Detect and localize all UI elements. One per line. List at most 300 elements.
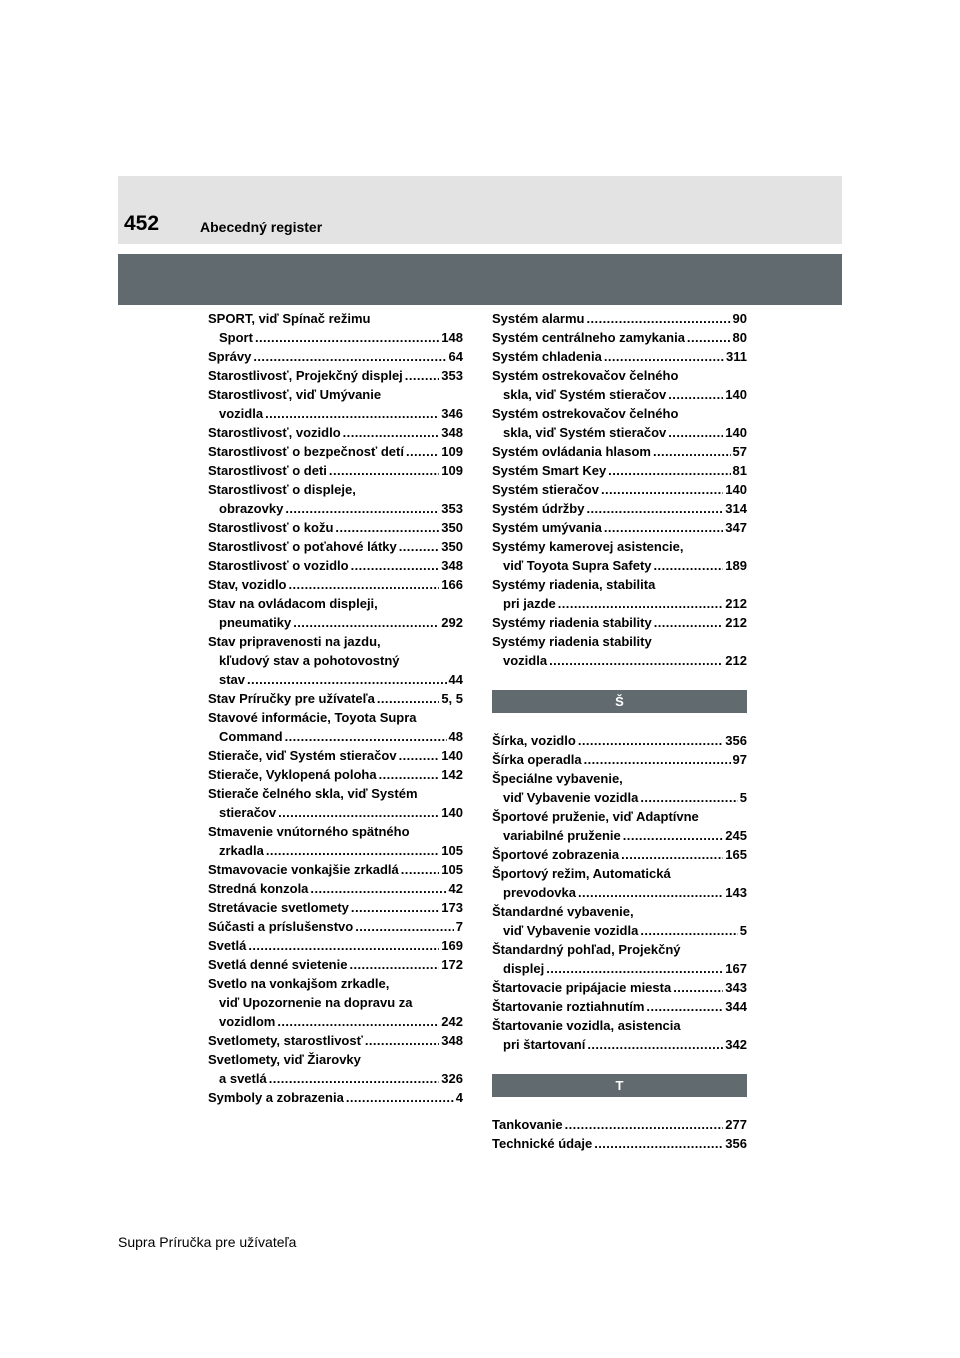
index-entry-term: obrazovky bbox=[219, 501, 284, 516]
index-entry-term: pneumatiky bbox=[219, 615, 292, 630]
page-reference: 105 bbox=[441, 843, 463, 858]
index-entry-text: Svetlomety, viď Žiarovky bbox=[208, 1052, 361, 1067]
dot-leader bbox=[687, 328, 731, 347]
index-entry-term: displej bbox=[503, 961, 545, 976]
dot-leader bbox=[546, 959, 723, 978]
index-entry bbox=[492, 537, 747, 575]
index-entry-leader-line bbox=[208, 461, 463, 480]
index-entry-leader-line bbox=[492, 480, 747, 499]
page-reference: 169 bbox=[441, 938, 463, 953]
dot-leader bbox=[377, 689, 439, 708]
page-reference: 212 bbox=[725, 653, 747, 668]
page-reference: 346 bbox=[441, 406, 463, 421]
index-entry-term: Stredná konzola bbox=[208, 881, 309, 896]
index-entry-term: Starostlivosť, Projekčný displej bbox=[208, 368, 403, 383]
index-entry bbox=[208, 689, 463, 708]
index-entry-leader-line bbox=[492, 1115, 747, 1134]
index-entry-term: vozidla bbox=[503, 653, 548, 668]
index-entry-leader-line bbox=[208, 1012, 463, 1031]
page-reference: 80 bbox=[732, 330, 747, 345]
index-entry-text: Systém ostrekovačov čelného bbox=[492, 406, 679, 421]
page-reference: 314 bbox=[725, 501, 747, 516]
page-reference: 140 bbox=[441, 748, 463, 763]
dot-leader bbox=[405, 366, 440, 385]
index-entry-term: Štartovanie roztiahnutím bbox=[492, 999, 645, 1014]
dot-leader bbox=[565, 1115, 724, 1134]
index-entry-leader-line bbox=[208, 575, 463, 594]
index-entry-leader-line bbox=[208, 518, 463, 537]
dot-leader bbox=[668, 385, 723, 404]
page-reference: 348 bbox=[441, 558, 463, 573]
index-entry-term: Systém Smart Key bbox=[492, 463, 607, 478]
dot-leader bbox=[329, 461, 439, 480]
index-entry-leader-line bbox=[492, 959, 747, 978]
dot-leader bbox=[265, 404, 439, 423]
dot-leader bbox=[623, 826, 724, 845]
index-entry-leader-line bbox=[492, 750, 747, 769]
index-entry-term: Svetlomety, starostlivosť bbox=[208, 1033, 363, 1048]
index-entry-term: Tankovanie bbox=[492, 1117, 563, 1132]
index-entry-text: Športové pruženie, viď Adaptívne bbox=[492, 809, 699, 824]
dot-leader bbox=[285, 727, 447, 746]
index-entry-leader-line bbox=[492, 731, 747, 750]
index-entry bbox=[208, 955, 463, 974]
page-reference: 189 bbox=[725, 558, 747, 573]
page-reference: 172 bbox=[441, 957, 463, 972]
page-reference: 142 bbox=[441, 767, 463, 782]
page-reference: 343 bbox=[725, 980, 747, 995]
page-reference: 242 bbox=[441, 1014, 463, 1029]
dot-leader bbox=[558, 594, 724, 613]
index-entry-leader-line bbox=[208, 613, 463, 632]
index-entry-leader-line bbox=[208, 955, 463, 974]
index-entry-leader-line bbox=[208, 746, 463, 765]
index-entry-term: Stretávacie svetlomety bbox=[208, 900, 349, 915]
index-entry-text: SPORT, viď Spínač režimu bbox=[208, 311, 371, 326]
index-entry bbox=[492, 731, 747, 750]
page-reference: 5 bbox=[739, 790, 747, 805]
index-entry bbox=[492, 366, 747, 404]
index-entry bbox=[208, 1088, 463, 1107]
dot-leader bbox=[266, 841, 439, 860]
dot-leader bbox=[277, 1012, 439, 1031]
page-number: 452 bbox=[124, 212, 160, 235]
index-entry-leader-line bbox=[492, 978, 747, 997]
index-entry-text: Svetlo na vonkajšom zrkadle, bbox=[208, 976, 390, 991]
dot-leader bbox=[640, 788, 737, 807]
page-reference: 165 bbox=[725, 847, 747, 862]
dot-leader bbox=[578, 731, 723, 750]
page-reference: 173 bbox=[441, 900, 463, 915]
dot-leader bbox=[399, 537, 440, 556]
index-entry-term: viď Vybavenie vozidla bbox=[503, 923, 639, 938]
index-entry-leader-line bbox=[208, 556, 463, 575]
index-entry bbox=[492, 864, 747, 902]
index-entry-term: Sport bbox=[219, 330, 253, 345]
index-entry-term: Šírka, vozidlo bbox=[492, 733, 576, 748]
dot-leader bbox=[269, 1069, 440, 1088]
dot-leader bbox=[608, 461, 730, 480]
dot-leader bbox=[578, 883, 723, 902]
index-entry-leader-line bbox=[492, 423, 747, 442]
index-entry-leader-line bbox=[208, 537, 463, 556]
index-entry-text: Stierače čelného skla, viď Systém bbox=[208, 786, 418, 801]
index-entry-text: Starostlivosť, viď Umývanie bbox=[208, 387, 382, 402]
index-entry-leader-line bbox=[208, 936, 463, 955]
index-entry-term: Štartovacie pripájacie miesta bbox=[492, 980, 672, 995]
index-entry-term: Command bbox=[219, 729, 283, 744]
index-entry-text: Štartovanie vozidla, asistencia bbox=[492, 1018, 681, 1033]
index-entry-leader-line bbox=[492, 651, 747, 670]
index-entry bbox=[492, 518, 747, 537]
index-entry-term: Starostlivosť o deti bbox=[208, 463, 327, 478]
index-entry-term: Stav Príručky pre užívateľa bbox=[208, 691, 375, 706]
dot-leader bbox=[351, 898, 439, 917]
index-entry-leader-line bbox=[208, 1069, 463, 1088]
index-entry bbox=[492, 613, 747, 632]
dot-leader bbox=[654, 613, 724, 632]
section-title: Abecedný register bbox=[200, 219, 323, 235]
index-entry-text: Systémy riadenia stability bbox=[492, 634, 652, 649]
index-entry-term: pri jazde bbox=[503, 596, 556, 611]
index-entry bbox=[208, 347, 463, 366]
index-group-t bbox=[492, 1115, 747, 1153]
index-entry-text: Štandardné vybavenie, bbox=[492, 904, 634, 919]
page-reference: 97 bbox=[732, 752, 747, 767]
page-reference: 4 bbox=[455, 1090, 463, 1105]
index-entry bbox=[208, 860, 463, 879]
index-entry-leader-line bbox=[492, 385, 747, 404]
dot-leader bbox=[586, 499, 723, 518]
page-reference: 140 bbox=[725, 387, 747, 402]
index-entry-leader-line bbox=[208, 917, 463, 936]
index-entry-term: Stmavovacie vonkajšie zrkadlá bbox=[208, 862, 399, 877]
index-entry-leader-line bbox=[492, 556, 747, 575]
index-entry-term: Systém umývania bbox=[492, 520, 602, 535]
index-entry bbox=[492, 1134, 747, 1153]
dot-leader bbox=[285, 499, 439, 518]
index-entry-leader-line bbox=[492, 347, 747, 366]
index-entry-leader-line bbox=[492, 1134, 747, 1153]
index-entry bbox=[492, 978, 747, 997]
index-entry bbox=[492, 347, 747, 366]
page-reference: 344 bbox=[725, 999, 747, 1014]
index-entry-text: Stav na ovládacom displeji, bbox=[208, 596, 378, 611]
index-entry-term: pri štartovaní bbox=[503, 1037, 586, 1052]
index-entry bbox=[492, 404, 747, 442]
page-reference: 57 bbox=[732, 444, 747, 459]
index-entry bbox=[492, 940, 747, 978]
page-reference: 277 bbox=[725, 1117, 747, 1132]
index-entry bbox=[492, 997, 747, 1016]
page-reference: 44 bbox=[448, 672, 463, 687]
index-entry-leader-line bbox=[492, 845, 747, 864]
index-entry-term: prevodovka bbox=[503, 885, 576, 900]
index-entry-text: Špeciálne vybavenie, bbox=[492, 771, 623, 786]
index-entry bbox=[492, 480, 747, 499]
index-entry bbox=[208, 442, 463, 461]
page-reference: 356 bbox=[725, 733, 747, 748]
dot-leader bbox=[255, 328, 439, 347]
index-entry-term: viď Toyota Supra Safety bbox=[503, 558, 652, 573]
dot-leader bbox=[646, 997, 723, 1016]
page-reference: 5 bbox=[739, 923, 747, 938]
index-entry-term: Systém centrálneho zamykania bbox=[492, 330, 685, 345]
index-entry-leader-line bbox=[492, 1035, 747, 1054]
index-group-s-continued bbox=[492, 309, 747, 670]
dot-leader bbox=[587, 309, 731, 328]
index-entry-term: vozidla bbox=[219, 406, 264, 421]
index-entry-leader-line bbox=[208, 499, 463, 518]
index-entry bbox=[492, 442, 747, 461]
dot-leader bbox=[654, 556, 724, 575]
index-entry-term: Technické údaje bbox=[492, 1136, 593, 1151]
index-entry bbox=[208, 1031, 463, 1050]
index-entry-text: Štandardný pohľad, Projekčný bbox=[492, 942, 681, 957]
dot-leader bbox=[247, 670, 447, 689]
dot-leader bbox=[401, 860, 440, 879]
index-entry-leader-line bbox=[492, 442, 747, 461]
index-entry-term: Starostlivosť o poťahové látky bbox=[208, 539, 397, 554]
index-entry bbox=[492, 461, 747, 480]
index-entry bbox=[492, 499, 747, 518]
dot-leader bbox=[604, 518, 723, 537]
index-entry-leader-line bbox=[492, 997, 747, 1016]
page-reference: 166 bbox=[441, 577, 463, 592]
index-entry-leader-line bbox=[492, 461, 747, 480]
dot-leader bbox=[653, 442, 731, 461]
index-entry-term: Súčasti a príslušenstvo bbox=[208, 919, 354, 934]
index-entry-term: Starostlivosť o kožu bbox=[208, 520, 334, 535]
index-entry-term: skla, viď Systém stieračov bbox=[503, 425, 667, 440]
index-entry-text: Stav pripravenosti na jazdu, bbox=[208, 634, 381, 649]
index-entry bbox=[492, 902, 747, 940]
dot-leader bbox=[640, 921, 737, 940]
page-reference: 140 bbox=[725, 425, 747, 440]
index-entry-leader-line bbox=[208, 366, 463, 385]
page-reference: 167 bbox=[725, 961, 747, 976]
index-entry-text: Stavové informácie, Toyota Supra bbox=[208, 710, 417, 725]
index-entry bbox=[208, 309, 463, 347]
page-reference: 356 bbox=[725, 1136, 747, 1151]
index-entry bbox=[208, 461, 463, 480]
index-entry bbox=[492, 769, 747, 807]
page-reference: 90 bbox=[732, 311, 747, 326]
dot-leader bbox=[349, 955, 439, 974]
index-entry bbox=[208, 974, 463, 1031]
index-entry bbox=[492, 807, 747, 845]
index-entry bbox=[208, 898, 463, 917]
index-entry-leader-line bbox=[208, 670, 463, 689]
index-entry-leader-line bbox=[492, 518, 747, 537]
index-entry-text: Systémy kamerovej asistencie, bbox=[492, 539, 684, 554]
index-entry-term: Systémy riadenia stability bbox=[492, 615, 652, 630]
index-entry bbox=[492, 632, 747, 670]
index-entry-leader-line bbox=[208, 841, 463, 860]
page-reference: 326 bbox=[441, 1071, 463, 1086]
index-entry bbox=[208, 1050, 463, 1088]
page-reference: 140 bbox=[441, 805, 463, 820]
index-entry bbox=[208, 366, 463, 385]
index-entry-leader-line bbox=[208, 1088, 463, 1107]
index-entry-term: Správy bbox=[208, 349, 252, 364]
index-entry-term: zrkadla bbox=[219, 843, 264, 858]
index-entry-text: kľudový stav a pohotovostný bbox=[219, 653, 400, 668]
dot-leader bbox=[668, 423, 723, 442]
index-entry-leader-line bbox=[492, 499, 747, 518]
index-entry bbox=[208, 784, 463, 822]
index-entry-leader-line bbox=[208, 689, 463, 708]
index-entry-leader-line bbox=[492, 921, 747, 940]
page-reference: 140 bbox=[725, 482, 747, 497]
index-entry-leader-line bbox=[208, 803, 463, 822]
index-entry bbox=[208, 575, 463, 594]
index-entry-leader-line bbox=[208, 347, 463, 366]
index-entry-term: Športové zobrazenia bbox=[492, 847, 620, 862]
index-entry-term: Systém stieračov bbox=[492, 482, 599, 497]
page-reference: 348 bbox=[441, 425, 463, 440]
index-group-s-caron bbox=[492, 731, 747, 1054]
page-reference: 48 bbox=[448, 729, 463, 744]
dot-leader bbox=[594, 1134, 723, 1153]
index-entry-term: a svetlá bbox=[219, 1071, 267, 1086]
page-reference: 292 bbox=[441, 615, 463, 630]
dot-leader bbox=[399, 746, 440, 765]
page-reference: 7 bbox=[455, 919, 463, 934]
index-entry-term: variabilné pruženie bbox=[503, 828, 621, 843]
index-entry-text: Stmavenie vnútorného spätného bbox=[208, 824, 410, 839]
dot-leader bbox=[365, 1031, 439, 1050]
dot-leader bbox=[584, 750, 731, 769]
index-entry-term: vozidlom bbox=[219, 1014, 276, 1029]
index-entry-text: Systémy riadenia, stabilita bbox=[492, 577, 656, 592]
dot-leader bbox=[278, 803, 439, 822]
page-reference: 350 bbox=[441, 520, 463, 535]
letter-heading-s-caron: Š bbox=[492, 690, 747, 713]
index-entry-leader-line bbox=[492, 594, 747, 613]
index-entry-text: viď Upozornenie na dopravu za bbox=[219, 995, 413, 1010]
page-reference: 42 bbox=[448, 881, 463, 896]
index-entry bbox=[208, 936, 463, 955]
page-reference: 109 bbox=[441, 444, 463, 459]
index-entry-leader-line bbox=[208, 860, 463, 879]
dot-leader bbox=[621, 845, 723, 864]
dot-leader bbox=[673, 978, 723, 997]
index-entry-text: Systém ostrekovačov čelného bbox=[492, 368, 679, 383]
index-entry-term: Systém ovládania hlasom bbox=[492, 444, 651, 459]
footer-manual-title: Supra Príručka pre užívateľa bbox=[118, 1234, 297, 1250]
index-entry-term: skla, viď Systém stieračov bbox=[503, 387, 667, 402]
index-entry bbox=[492, 1115, 747, 1134]
index-entry-leader-line bbox=[208, 404, 463, 423]
index-entry-leader-line bbox=[492, 309, 747, 328]
index-entry-term: Svetlá bbox=[208, 938, 247, 953]
index-entry-leader-line bbox=[492, 328, 747, 347]
index-entry-leader-line bbox=[208, 1031, 463, 1050]
index-entry bbox=[492, 845, 747, 864]
page-reference: 350 bbox=[441, 539, 463, 554]
dot-leader bbox=[253, 347, 446, 366]
index-entry-term: viď Vybavenie vozidla bbox=[503, 790, 639, 805]
index-entry-text: Starostlivosť o displeje, bbox=[208, 482, 356, 497]
dot-leader bbox=[601, 480, 723, 499]
page-reference: 353 bbox=[441, 368, 463, 383]
page-reference: 311 bbox=[726, 349, 747, 364]
index-entry bbox=[492, 309, 747, 328]
index-entry bbox=[208, 746, 463, 765]
dot-leader bbox=[289, 575, 440, 594]
index-entry-term: stieračov bbox=[219, 805, 277, 820]
page-reference: 347 bbox=[725, 520, 747, 535]
page-reference: 212 bbox=[725, 596, 747, 611]
index-entry bbox=[208, 708, 463, 746]
index-entry-leader-line bbox=[208, 765, 463, 784]
index-entry-leader-line bbox=[492, 826, 747, 845]
page-reference: 342 bbox=[725, 1037, 747, 1052]
page-reference: 105 bbox=[441, 862, 463, 877]
dot-leader bbox=[343, 423, 440, 442]
page-reference: 212 bbox=[725, 615, 747, 630]
dot-leader bbox=[293, 613, 439, 632]
index-entry-term: Systém alarmu bbox=[492, 311, 585, 326]
index-entry bbox=[208, 537, 463, 556]
header-dark-band bbox=[118, 254, 842, 305]
index-entry-term: Starostlivosť, vozidlo bbox=[208, 425, 341, 440]
index-entry bbox=[208, 879, 463, 898]
index-entry bbox=[492, 575, 747, 613]
dot-leader bbox=[406, 442, 439, 461]
index-entry-term: Stierače, Vyklopená poloha bbox=[208, 767, 377, 782]
page-reference: 148 bbox=[441, 330, 463, 345]
index-entry-leader-line bbox=[208, 898, 463, 917]
index-entry bbox=[208, 632, 463, 689]
dot-leader bbox=[310, 879, 446, 898]
index-entry-term: Starostlivosť o bezpečnosť detí bbox=[208, 444, 404, 459]
index-entry-leader-line bbox=[208, 423, 463, 442]
index-entry-leader-line bbox=[492, 788, 747, 807]
index-entry-term: Šírka operadla bbox=[492, 752, 582, 767]
page-reference: 353 bbox=[441, 501, 463, 516]
dot-leader bbox=[587, 1035, 723, 1054]
index-entry-term: Systém údržby bbox=[492, 501, 585, 516]
index-entry bbox=[492, 328, 747, 347]
page-reference: 5, 5 bbox=[441, 691, 463, 706]
index-entry bbox=[208, 556, 463, 575]
index-entry-text: Športový režim, Automatická bbox=[492, 866, 671, 881]
index-entry-term: Stav, vozidlo bbox=[208, 577, 287, 592]
page-reference: 109 bbox=[441, 463, 463, 478]
index-entry bbox=[208, 917, 463, 936]
index-entry bbox=[208, 385, 463, 423]
index-entry-leader-line bbox=[208, 727, 463, 746]
dot-leader bbox=[335, 518, 439, 537]
page-reference: 348 bbox=[441, 1033, 463, 1048]
index-entry bbox=[208, 822, 463, 860]
dot-leader bbox=[549, 651, 723, 670]
dot-leader bbox=[351, 556, 440, 575]
index-entry bbox=[208, 423, 463, 442]
index-entry bbox=[492, 750, 747, 769]
index-entry-leader-line bbox=[492, 883, 747, 902]
dot-leader bbox=[379, 765, 440, 784]
index-entry-leader-line bbox=[208, 879, 463, 898]
dot-leader bbox=[604, 347, 724, 366]
index-entry bbox=[208, 480, 463, 518]
index-entry bbox=[208, 518, 463, 537]
dot-leader bbox=[346, 1088, 454, 1107]
page-reference: 143 bbox=[725, 885, 747, 900]
page-reference: 81 bbox=[732, 463, 747, 478]
